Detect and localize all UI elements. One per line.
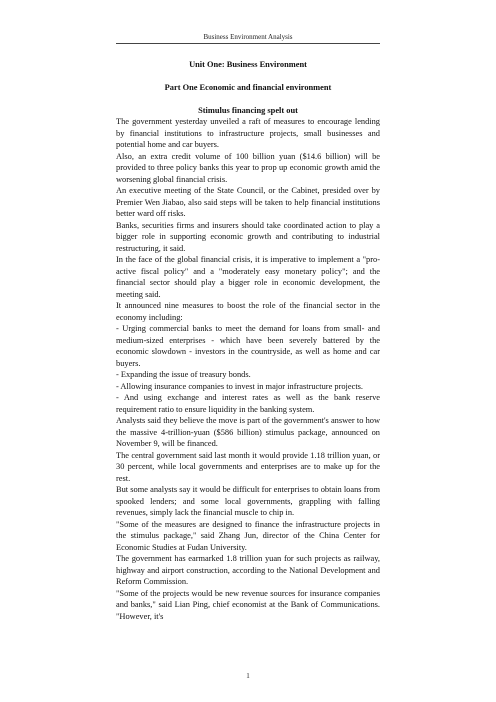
list-item: - And using exchange and interest rates as well as the bank reserve requirement ratio to ensure liquidity in the banking system. <box>116 393 380 414</box>
paragraph: The government yesterday unveiled a raft of measures to encourage lending by financial institutions to infrastructure projects, small businesses and potential home and car buyers. <box>116 117 380 149</box>
unit-title: Unit One: Business Environment <box>189 60 307 69</box>
document-body <box>116 59 380 622</box>
paragraph: It announced nine measures to boost the role of the financial sector in the economy including: <box>116 301 380 322</box>
paragraph: In the face of the global financial crisis, it is imperative to implement a "pro-active fiscal policy" and a "moderately easy monetary policy"; and the financial sector should play a bigger role in economic development, the meeting said. <box>116 255 380 299</box>
paragraph: Analysts said they believe the move is part of the government's answer to how the massive 4-trillion-yuan ($586 billion) stimulus package, announced on November 9, will be financed. <box>116 416 380 448</box>
part-title: Part One Economic and financial environment <box>164 83 332 92</box>
paragraph: Banks, securities firms and insurers should take coordinated action to play a bigger role in supporting economic growth and contributing to industrial restructuring, it said. <box>116 220 380 253</box>
paragraph: "Some of the projects would be new revenue sources for insurance companies and banks," said Lian Ping, chief economist at the Bank of Communications. "However, it's <box>116 588 380 621</box>
list-item: - Expanding the issue of treasury bonds. <box>116 370 251 379</box>
paragraph: An executive meeting of the State Council, or the Cabinet, presided over by Premier Wen Jiabao, also said steps will be taken to help financial institutions better ward off risks. <box>116 186 380 218</box>
paragraph: The central government said last month it would provide 1.18 trillion yuan, or 30 percent, while local governments and enterprises are to make up for the rest. <box>116 450 380 483</box>
page-number: 1 <box>246 672 250 680</box>
paragraph: But some analysts say it would be difficult for enterprises to obtain loans from spooked lenders; and some local governments, grappling with falling revenues, simply lack the financial muscle to chip in. <box>116 485 380 517</box>
paragraph: Also, an extra credit volume of 100 billion yuan ($14.6 billion) will be provided to three policy banks this year to prop up economic growth amid the worsening global financial crisis. <box>116 151 380 184</box>
running-header: Business Environment Analysis <box>203 33 293 41</box>
header-rule <box>116 43 380 44</box>
paragraph: "Some of the measures are designed to finance the infrastructure projects in the stimulus package," said Zhang Jun, director of the China Center for Economic Studies at Fudan University. <box>116 519 380 552</box>
list-item: - Allowing insurance companies to invest in major infrastructure projects. <box>116 381 363 391</box>
article-title: Stimulus financing spelt out <box>198 106 298 115</box>
paragraph: The government has earmarked 1.8 trillion yuan for such projects as railway, highway and airport construction, according to the National Development and Reform Commission. <box>116 554 380 586</box>
list-item: - Urging commercial banks to meet the demand for loans from small- and medium-sized enterprises - which have been severely battered by the economic slowdown - investors in the countryside, as well as home and car buyers. <box>116 324 380 368</box>
